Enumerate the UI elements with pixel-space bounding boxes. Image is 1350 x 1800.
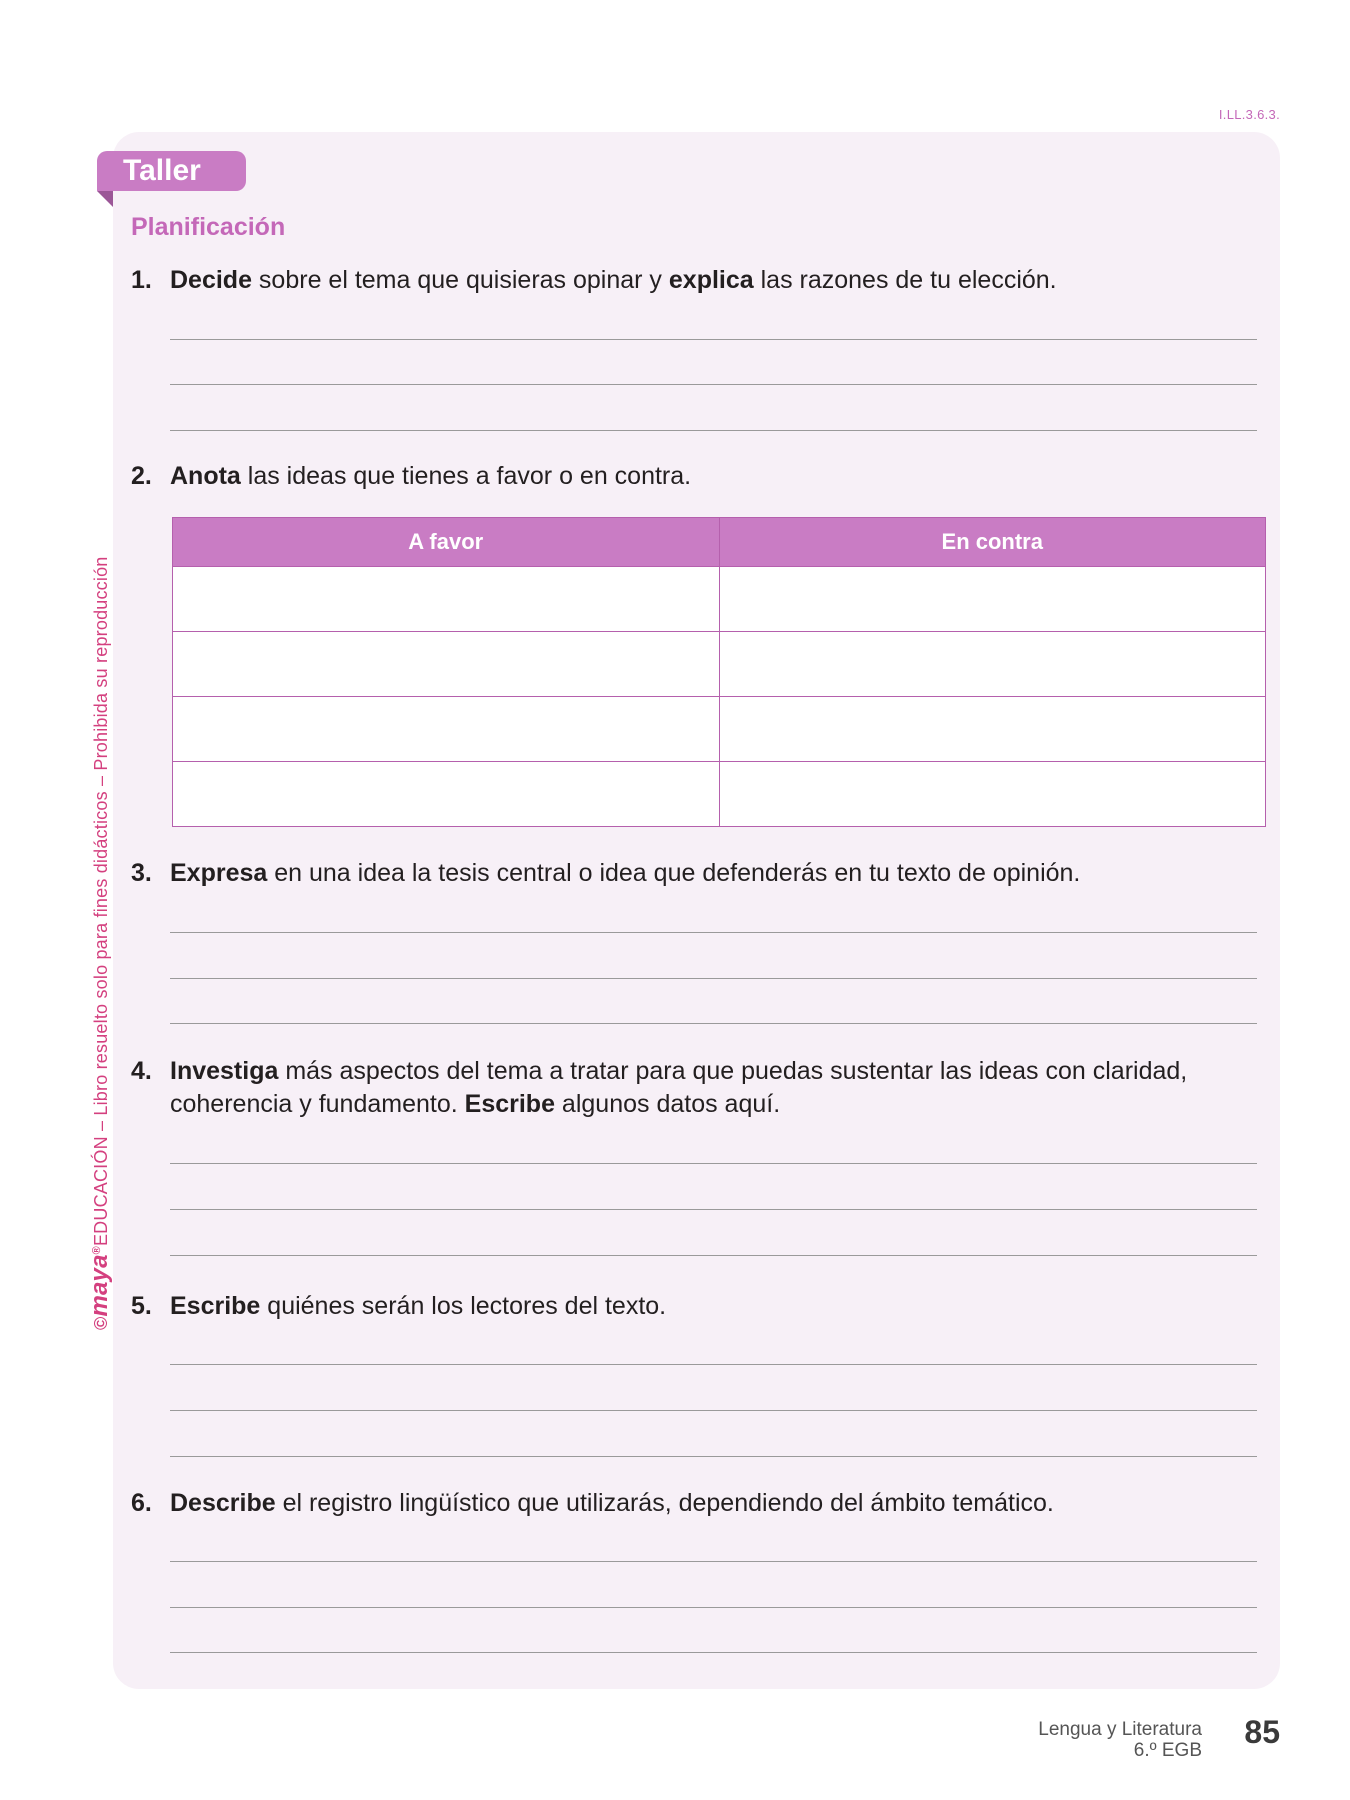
question-number: 6. [131, 1489, 152, 1517]
question-6 [131, 1487, 1271, 1520]
favor-contra-table [172, 517, 1266, 827]
answer-line[interactable] [170, 1607, 1257, 1608]
question-text: sobre el tema que quisieras opinar y [251, 266, 669, 294]
table-row [173, 697, 1266, 762]
question-text: las ideas que tienes a favor o en contra. [240, 462, 692, 490]
answer-line[interactable] [170, 1456, 1257, 1457]
registered-mark: ® [91, 1246, 103, 1255]
answer-line[interactable] [170, 1023, 1257, 1024]
taller-tab-fold [97, 191, 113, 207]
question-number: 3. [131, 859, 152, 887]
question-text: las razones de tu elección. [753, 266, 1057, 294]
header-a-favor: A favor [173, 518, 720, 567]
question-4 [131, 1055, 1271, 1121]
question-1 [131, 264, 1271, 297]
question-text: el registro lingüístico que utilizarás, dependiendo del ámbito temático. [275, 1489, 1054, 1517]
answer-line[interactable] [170, 1209, 1257, 1210]
question-verb: Describe [170, 1489, 276, 1517]
en-contra-cell[interactable] [719, 632, 1266, 697]
question-number: 2. [131, 462, 152, 490]
a-favor-cell[interactable] [173, 632, 720, 697]
table-row [173, 632, 1266, 697]
table-header-row [173, 518, 1266, 567]
question-verb: explica [668, 266, 754, 294]
question-verb: Investiga [170, 1057, 279, 1085]
answer-line[interactable] [170, 1255, 1257, 1256]
header-en-contra: En contra [719, 518, 1266, 567]
en-contra-cell[interactable] [719, 762, 1266, 827]
question-text: en una idea la tesis central o idea que defenderás en tu texto de opinión. [267, 859, 1081, 887]
question-number: 1. [131, 266, 152, 294]
a-favor-cell[interactable] [173, 762, 720, 827]
answer-line[interactable] [170, 384, 1257, 385]
a-favor-cell[interactable] [173, 697, 720, 762]
answer-line[interactable] [170, 1410, 1257, 1411]
answer-line[interactable] [170, 1652, 1257, 1653]
answer-line[interactable] [170, 1163, 1257, 1164]
question-verb: Decide [170, 266, 252, 294]
footer-grade: 6.º EGB [1133, 1740, 1202, 1761]
footer-subject: Lengua y Literatura [1038, 1719, 1202, 1740]
copyright-text: EDUCACIÓN – Libro resuelto solo para fines didácticos – Prohibida su reproducción [91, 556, 111, 1247]
en-contra-cell[interactable] [719, 697, 1266, 762]
answer-line[interactable] [170, 1561, 1257, 1562]
question-text: algunos datos aquí. [554, 1090, 781, 1118]
question-verb: Anota [170, 462, 241, 490]
question-verb: Expresa [170, 859, 268, 887]
taller-tab: Taller [97, 151, 246, 191]
page-number: 85 [1244, 1714, 1280, 1750]
question-3 [131, 857, 1271, 890]
question-number: 5. [131, 1292, 152, 1320]
standard-code: I.LL.3.6.3. [1218, 107, 1280, 122]
copyright-symbol: © [91, 1316, 111, 1330]
table-row [173, 567, 1266, 632]
answer-line[interactable] [170, 339, 1257, 340]
question-5 [131, 1290, 1271, 1323]
answer-line[interactable] [170, 430, 1257, 431]
section-title: Planificación [131, 213, 286, 241]
answer-line[interactable] [170, 1364, 1257, 1365]
question-number: 4. [131, 1057, 152, 1085]
brand-logo: maya [86, 1254, 113, 1317]
copyright-strip [86, 556, 114, 1330]
table-row [173, 762, 1266, 827]
en-contra-cell[interactable] [719, 567, 1266, 632]
question-text: más aspectos del tema a tratar para que puedas sustentar las ideas con claridad, coherencia y fundamento. [170, 1057, 1188, 1118]
question-2 [131, 460, 1271, 493]
a-favor-cell[interactable] [173, 567, 720, 632]
question-verb: Escribe [464, 1090, 555, 1118]
question-text: quiénes serán los lectores del texto. [260, 1292, 667, 1320]
answer-line[interactable] [170, 932, 1257, 933]
question-verb: Escribe [170, 1292, 261, 1320]
answer-line[interactable] [170, 978, 1257, 979]
